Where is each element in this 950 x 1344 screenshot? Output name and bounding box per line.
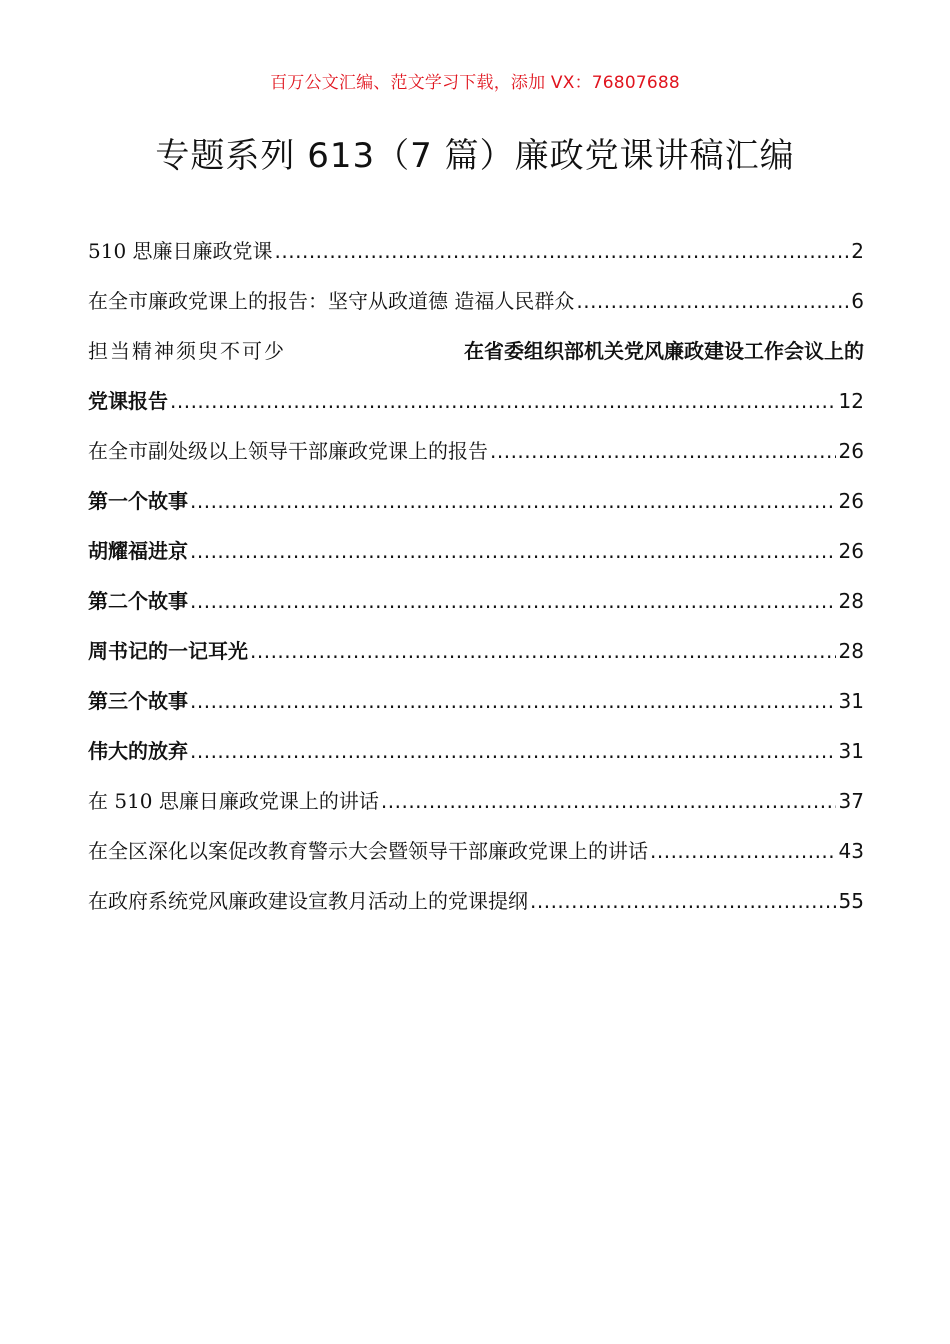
toc-entry[interactable]: [88, 476, 864, 526]
toc-entry-label: 第二个故事: [88, 589, 188, 613]
toc-entry[interactable]: [88, 876, 864, 926]
toc-leader-dots: [379, 776, 836, 826]
toc-leader-dots: [648, 826, 836, 876]
toc-page-number: 28: [838, 589, 864, 613]
toc-leader-dots: [248, 626, 836, 676]
toc-leader-dots: [273, 226, 849, 276]
header-note: 百万公文汇编、范文学习下载，添加 VX：76807688: [270, 73, 680, 93]
toc-leader-dots: [488, 426, 836, 476]
toc-entry-label: 伟大的放弃: [88, 739, 188, 763]
toc-entry[interactable]: [88, 526, 864, 576]
toc-entry[interactable]: [88, 276, 864, 326]
toc-page-number: 55: [838, 889, 864, 913]
toc-leader-dots: [188, 676, 836, 726]
toc-entry-label: 担当精神须臾不可少: [88, 339, 286, 363]
toc-entry-label: 第一个故事: [88, 489, 188, 513]
toc-entry[interactable]: [88, 426, 864, 476]
table-of-contents: [88, 226, 864, 926]
toc-entry[interactable]: [88, 576, 864, 626]
toc-entry[interactable]: [88, 626, 864, 676]
toc-entry[interactable]: [88, 826, 864, 876]
toc-entry-label-line2: 党课报告: [88, 389, 168, 413]
toc-page-number: 37: [838, 789, 864, 813]
toc-entry[interactable]: [88, 726, 864, 776]
toc-leader-dots: [188, 476, 836, 526]
toc-leader-dots: [528, 876, 836, 926]
toc-leader-dots: [188, 526, 836, 576]
toc-entry-label: 周书记的一记耳光: [88, 639, 248, 663]
toc-page-number: 43: [838, 839, 864, 863]
toc-leader-dots: [188, 726, 836, 776]
toc-page-number: 12: [838, 389, 864, 413]
toc-leader-dots: [188, 576, 836, 626]
toc-page-number: 26: [838, 489, 864, 513]
toc-entry[interactable]: [88, 776, 864, 826]
toc-entry-label: 胡耀福进京: [88, 539, 188, 563]
toc-leader-dots: [574, 276, 848, 326]
toc-entry-label: 在政府系统党风廉政建设宣教月活动上的党课提纲: [88, 889, 528, 913]
toc-entry[interactable]: [88, 226, 864, 276]
toc-entry-label: 在 510 思廉日廉政党课上的讲话: [88, 789, 379, 813]
toc-entry-label-continued: 在省委组织部机关党风廉政建设工作会议上的: [464, 339, 864, 363]
toc-entry[interactable]: [88, 676, 864, 726]
toc-page-number: 2: [851, 239, 864, 263]
toc-leader-dots: [168, 376, 836, 426]
toc-page-number: 26: [838, 539, 864, 563]
toc-page-number: 31: [838, 689, 864, 713]
toc-entry-label: 510 思廉日廉政党课: [88, 239, 273, 263]
toc-page-number: 28: [838, 639, 864, 663]
toc-entry-label: 在全区深化以案促改教育警示大会暨领导干部廉政党课上的讲话: [88, 839, 648, 863]
document-title: 专题系列 613（7 篇）廉政党课讲稿汇编: [155, 136, 795, 176]
toc-entry-label: 第三个故事: [88, 689, 188, 713]
toc-page-number: 6: [851, 289, 864, 313]
toc-page-number: 26: [838, 439, 864, 463]
toc-page-number: 31: [838, 739, 864, 763]
toc-entry-label: 在全市廉政党课上的报告：坚守从政道德 造福人民群众: [88, 289, 575, 313]
toc-entry[interactable]: [88, 326, 864, 426]
toc-entry-label: 在全市副处级以上领导干部廉政党课上的报告: [88, 439, 488, 463]
